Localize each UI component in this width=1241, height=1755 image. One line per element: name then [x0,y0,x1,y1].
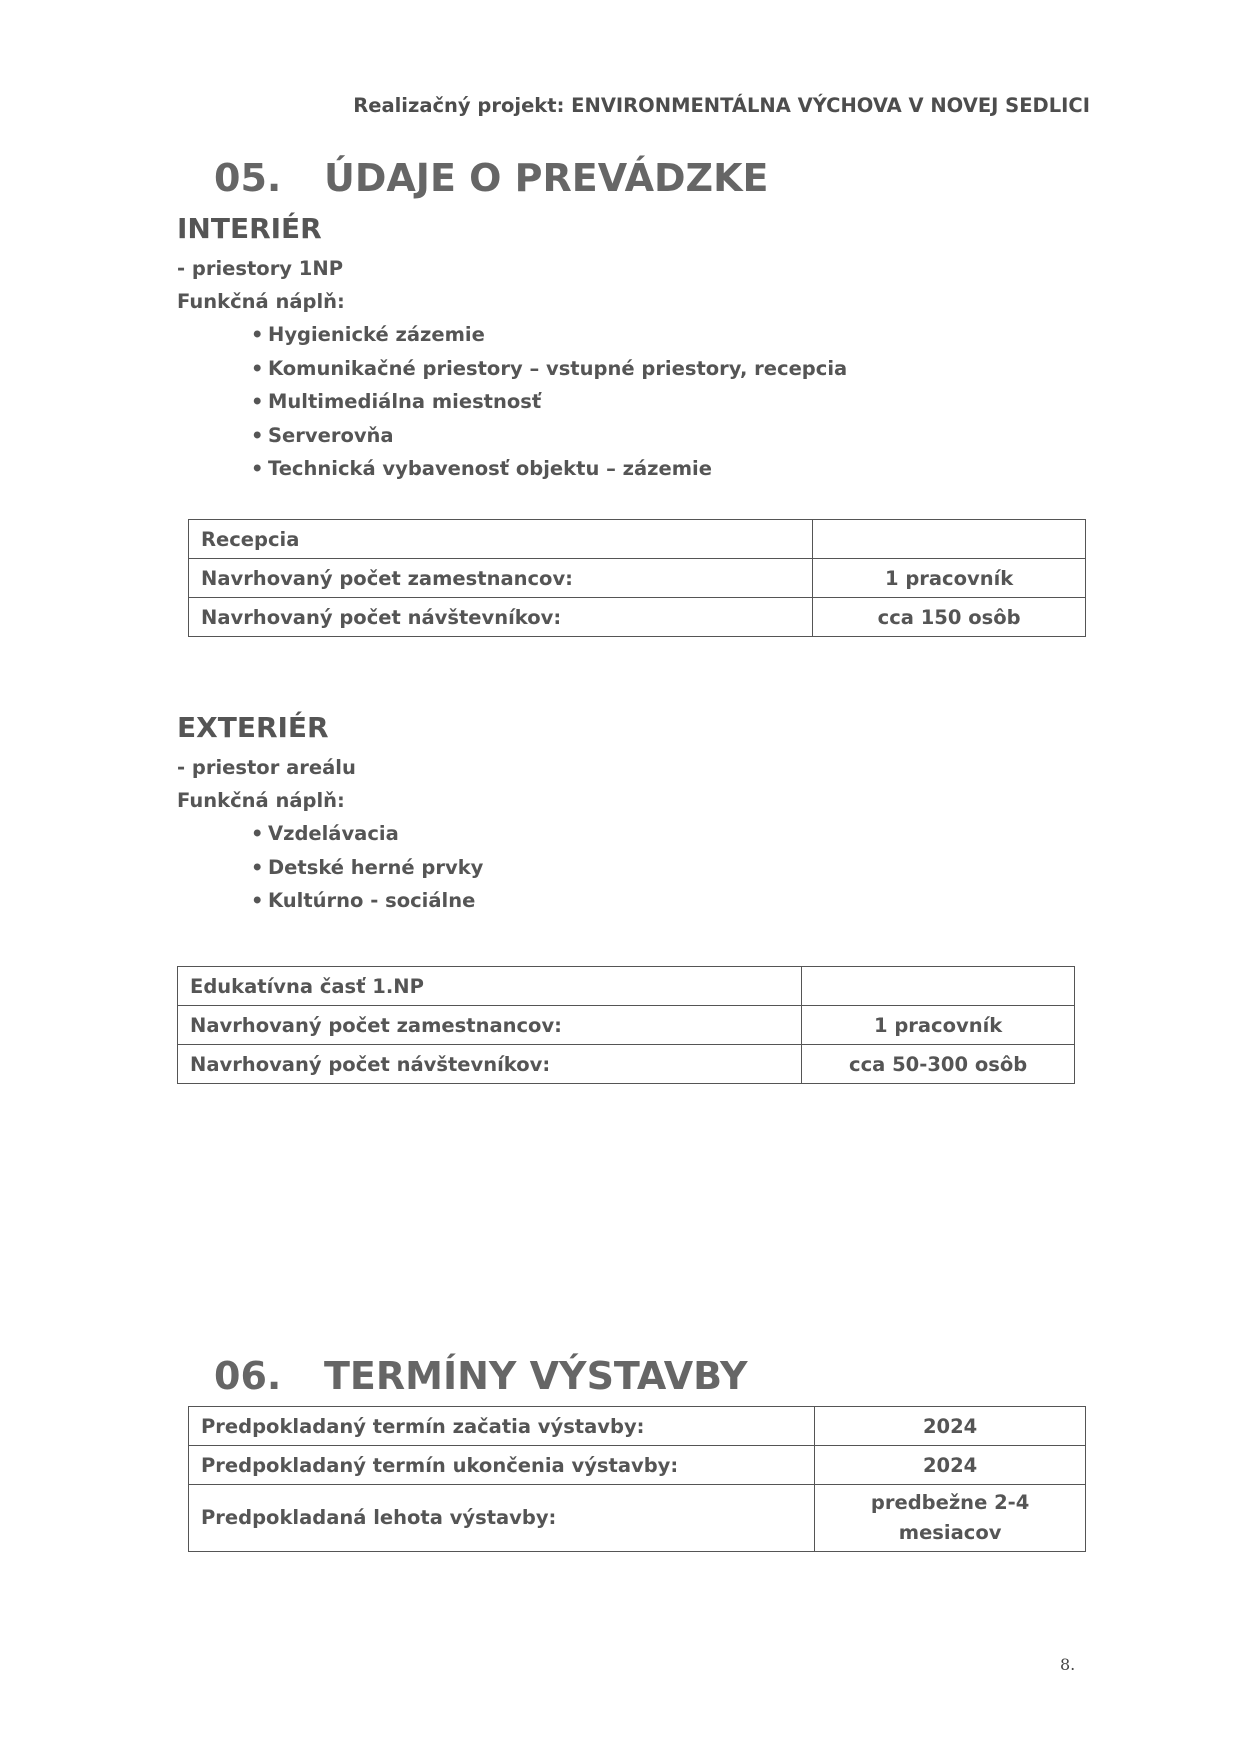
table-value-cell: 2024 [815,1446,1086,1485]
bullet-icon: • [251,323,264,346]
section-title-06 [214,1354,748,1398]
table-row [189,1485,1086,1552]
list-item-text: Multimediálna miestnosť [268,390,542,413]
exterior-heading: EXTERIÉR [177,711,329,744]
table-value-cell: cca 150 osôb [813,598,1086,637]
table-label-cell: Predpokladaný termín začatia výstavby: [189,1407,815,1446]
list-item [251,352,847,386]
list-item-text: Vzdelávacia [268,822,399,845]
interior-function-list [251,318,847,486]
bullet-icon: • [251,390,264,413]
table-title-cell: Edukatívna časť 1.NP [178,967,802,1006]
table-value-cell: 1 pracovník [802,1006,1075,1045]
table-row [178,1006,1075,1045]
exterior-table [177,966,1075,1084]
interior-table [188,519,1086,637]
list-item-text: Detské herné prvky [268,855,484,879]
table-row [189,1446,1086,1485]
list-item [251,385,847,419]
section-number: 05. [214,156,282,200]
list-item [251,851,483,885]
table-title-cell: Recepcia [189,520,813,559]
table-row [178,1045,1075,1084]
list-item-text: Serverovňa [268,423,394,447]
table-empty-cell [802,967,1075,1006]
section-heading: TERMÍNY VÝSTAVBY [324,1354,748,1398]
list-item-text: Technická vybavenosť objektu – zázemie [268,457,712,480]
section-number: 06. [214,1354,282,1398]
interior-function-label: Funkčná náplň: [177,290,345,313]
table-row [178,967,1075,1006]
list-item-text: Komunikačné priestory – vstupné priestory, recepcia [268,356,848,380]
exterior-function-label: Funkčná náplň: [177,789,345,812]
table-value-cell: cca 50-300 osôb [802,1045,1075,1084]
bullet-icon: • [251,822,264,845]
table-empty-cell [813,520,1086,559]
table-row [189,598,1086,637]
value-line-1: predbežne 2-4 [870,1491,1030,1514]
list-item-text: Kultúrno - sociálne [268,889,476,912]
bullet-icon: • [251,423,264,447]
table-label-cell: Navrhovaný počet zamestnancov: [189,559,813,598]
table-label-cell: Navrhovaný počet návštevníkov: [178,1045,802,1084]
interior-subheading: - priestory 1NP [177,257,343,280]
table-label-cell: Predpokladaný termín ukončenia výstavby: [189,1446,815,1485]
section-heading: ÚDAJE O PREVÁDZKE [324,156,769,200]
construction-terms-table [188,1406,1086,1552]
bullet-icon: • [251,889,264,912]
bullet-icon: • [251,457,264,480]
list-item [251,419,847,453]
list-item [251,884,483,918]
table-label-cell: Predpokladaná lehota výstavby: [189,1485,815,1552]
value-line-2: mesiacov [898,1521,1002,1544]
table-row [189,1407,1086,1446]
bullet-icon: • [251,855,264,879]
section-title-05 [214,156,768,200]
table-label-cell: Navrhovaný počet návštevníkov: [189,598,813,637]
exterior-subheading: - priestor areálu [177,756,356,779]
page-number: 8. [1060,1655,1076,1674]
table-value-cell [815,1485,1086,1552]
table-label-cell: Navrhovaný počet zamestnancov: [178,1006,802,1045]
exterior-function-list [251,817,483,918]
bullet-icon: • [251,356,264,380]
list-item [251,817,483,851]
table-row [189,559,1086,598]
page-header: Realizačný projekt: ENVIRONMENTÁLNA VÝCHOVA V NOVEJ SEDLICI [353,94,1090,117]
table-row [189,520,1086,559]
table-value-cell: 2024 [815,1407,1086,1446]
table-value-cell: 1 pracovník [813,559,1086,598]
list-item [251,452,847,486]
interior-heading: INTERIÉR [177,212,322,245]
list-item [251,318,847,352]
list-item-text: Hygienické zázemie [268,323,485,346]
